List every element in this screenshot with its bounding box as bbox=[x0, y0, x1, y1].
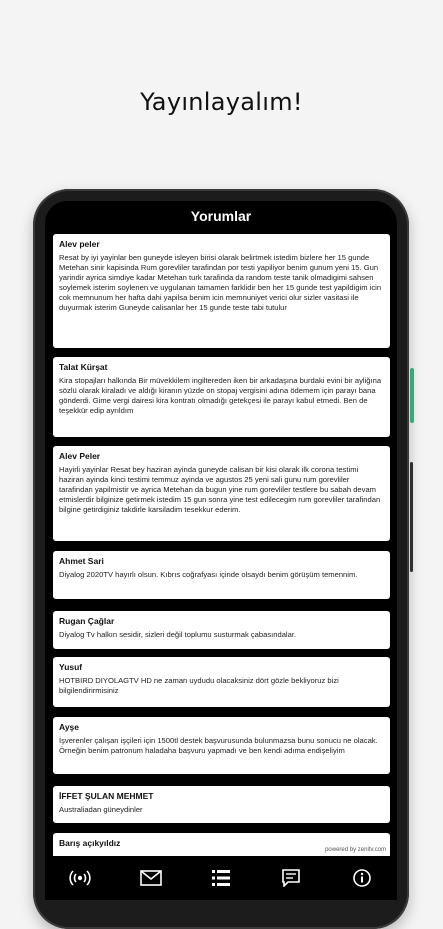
promo-headline: Yayınlayalım! bbox=[140, 88, 303, 116]
phone-side-button bbox=[410, 368, 414, 423]
comment-card bbox=[53, 657, 390, 707]
comment-card bbox=[53, 446, 390, 541]
comment-text: Diyalog Tv halkın sesidir, sizleri değil toplumu susturmak çabasındalar. bbox=[59, 630, 297, 639]
phone-side-button bbox=[410, 462, 413, 572]
tab-list[interactable] bbox=[201, 863, 241, 893]
app-screen bbox=[45, 201, 397, 900]
mail-icon bbox=[140, 870, 162, 886]
comment-card bbox=[53, 786, 390, 823]
comment-text: Diyalog 2020TV hayırlı olsun. Kıbrıs coğrafyası içinde olsaydı benim görüşüm temennim. bbox=[59, 570, 358, 579]
comment-card bbox=[53, 357, 390, 437]
comment-icon bbox=[281, 869, 301, 887]
tab-info[interactable] bbox=[342, 863, 382, 893]
page-title: Yorumlar bbox=[190, 208, 252, 224]
comment-author: Alev peler bbox=[59, 239, 100, 249]
comment-text: Australiadan güneydinler bbox=[59, 805, 143, 814]
comment-author: Yusuf bbox=[59, 662, 83, 672]
comment-text: HOTBIRD DIYOLAGTV HD ne zaman uydudu olacaksiniz dört gözle bekliyoruz bizi bilgilendirirmisiniz bbox=[59, 676, 339, 695]
tab-comments[interactable] bbox=[271, 863, 311, 893]
comment-author: Ahmet Sari bbox=[59, 556, 104, 566]
comment-card bbox=[53, 717, 390, 774]
comment-author: Ayşe bbox=[59, 722, 80, 732]
comment-author: İFFET ŞULAN MEHMET bbox=[59, 791, 154, 801]
list-icon bbox=[211, 869, 231, 887]
comment-text: Kira stopajları halkında Bir müvekkilem ingiltereden iken bir arkadaşına burdaki evini bir ayliğına sözlü olarak kiraladı ve aldığı kiranın yüzde on stopaj vergisini adına ödemem için parayı bana gönderdi. Gime vergi dairesi kira kontratı olmadığı getekçesi ile parayı kabul etmedi. Ben de teşekkür edip ayrıldım bbox=[59, 376, 382, 415]
comment-list[interactable] bbox=[45, 231, 397, 856]
tab-broadcast[interactable] bbox=[60, 863, 100, 893]
bottom-tab-bar bbox=[45, 856, 397, 900]
info-icon bbox=[353, 869, 371, 887]
comment-text: İşverenler çalışan işçileri için 1500tl destek başvurusunda bulunmazsa bunu sonucu ne olacak. Örneğin benim patronum haladaha başvuru yapmadı ve ben kendi adıma endişeliyim bbox=[59, 736, 378, 755]
comment-author: Rugan Çağlar bbox=[59, 616, 115, 626]
comment-card bbox=[53, 551, 390, 599]
powered-by-credit[interactable]: powered by zenitv.com bbox=[322, 846, 389, 854]
comment-card bbox=[53, 611, 390, 649]
comment-text: Resat by iyi yayinlar ben guneyde isleyen birisi olarak belirtmek istedim bizlere her 15 gunde Metehan sinir kapisinda Rum gorevliler tarafindan por testi yapiliyor benim gunum yeni 15. Gun yarindir ayrica simdiye kadar Metehan turk tarafinda da random teste tanik olmadigimi sahsen soylemek isterim soylenen ve uygulanan tamamen farklidir ben her 15 gunde test yapildigim icin cok memnunum her hafta dahi yapilsa benim icin memnuniyet verici olur sizler vasitasi ile duyurmak isterim Guneyde calisanlar her 15 gunde teste tabi tutulur bbox=[59, 253, 382, 312]
comment-author: Alev Peler bbox=[59, 451, 101, 461]
broadcast-icon bbox=[69, 869, 91, 887]
tab-mail[interactable] bbox=[131, 863, 171, 893]
comment-author: Talat Kürşat bbox=[59, 362, 108, 372]
comment-text: Hayirli yayinlar Resat bey haziran ayinda guneyde calisan bir kisi olarak ilk corona testimi haziran ayinda kinci testimi temmuz ayinda ve agustos 25 yeni sali gunu rum gorevliler tarafindan yapilmistir ve ayrica Metehan da bugun yine rum gorevliler testlere bu sabah devam etmislerdir bilginize getirmek istedim 15 gun sonra yine test edilecegim rum gorevliler tarafindan bilgine getirdiginiz takdirle karsiladim tesekkur ederim. bbox=[59, 465, 381, 514]
comment-author: Barış açıkyıldız bbox=[59, 838, 121, 848]
comment-card bbox=[53, 234, 390, 348]
